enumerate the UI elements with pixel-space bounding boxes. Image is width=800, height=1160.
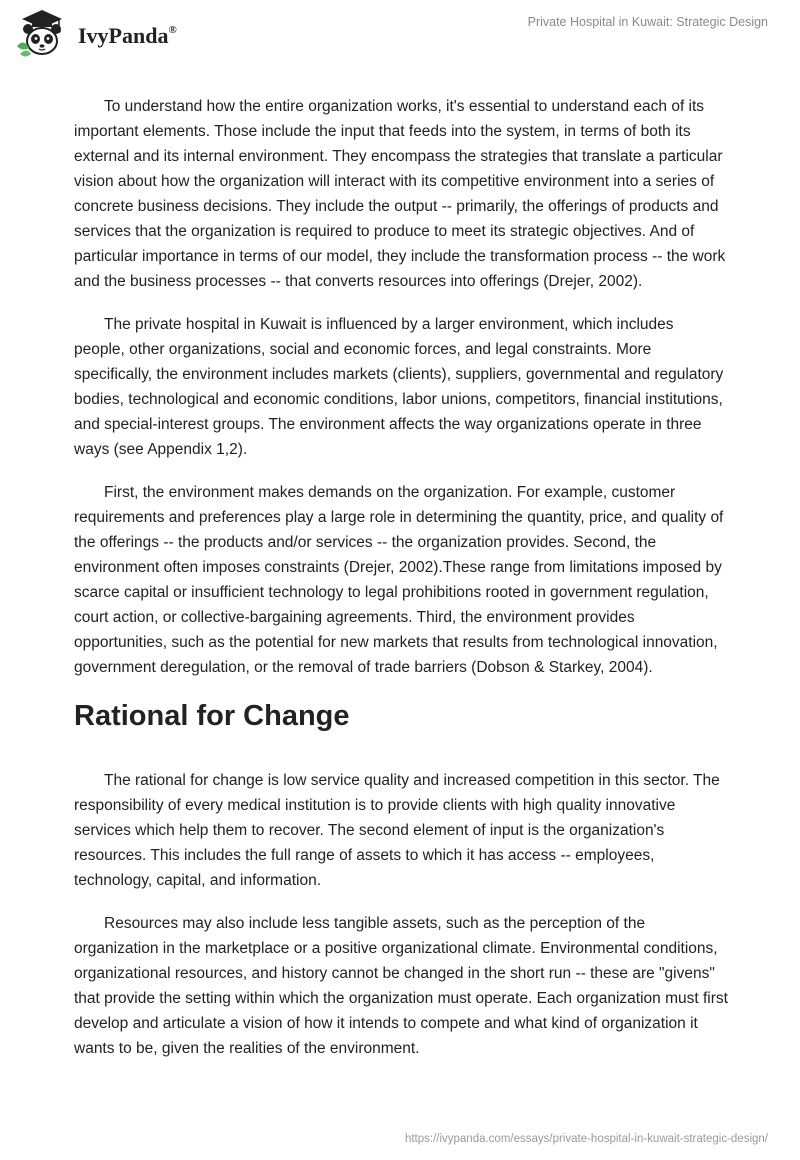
panda-graduate-icon [14, 8, 70, 58]
essay-content [74, 94, 728, 1079]
paragraph: The rational for change is low service quality and increased competition in this sector. The responsibility of every medical institution is to provide clients with high quality innovative services which help them to recover. The second element of input is the organization's resources. This includes the full range of assets to which it has access -- employees, technology, capital, and information. [74, 772, 720, 889]
document-title: Private Hospital in Kuwait: Strategic Design [527, 15, 768, 29]
ivypanda-logo[interactable] [14, 8, 189, 56]
paragraph: Resources may also include less tangible assets, such as the perception of the organization in the marketplace or a positive organizational climate. Environmental conditions, organizational resources, and history cannot be changed in the short run -- these are "givens" that provide the setting within which the organization must operate. Each organization must first develop and articulate a vision of how it intends to compete and what kind of organization it wants to be, given the realities of the environment. [74, 915, 728, 1057]
brand-wordmark [78, 23, 177, 49]
page-header [0, 0, 800, 60]
paragraph: First, the environment makes demands on the organization. For example, customer requirements and preferences play a large role in determining the quantity, price, and quality of the offerings -- the products and/or services -- the organization provides. Second, the environment often imposes constraints (Drejer, 2002).These range from limitations imposed by scarce capital or insufficient technology to legal prohibitions rooted in government regulation, court action, or collective-bargaining agreements. Third, the environment provides opportunities, such as the potential for new markets that results from technological innovation, government deregulation, or the removal of trade barriers (Dobson & Starkey, 2004). [74, 484, 724, 676]
section-heading: Rational for Change [74, 700, 350, 732]
brand-name: IvyPanda [78, 23, 169, 48]
paragraph: The private hospital in Kuwait is influenced by a larger environment, which includes people, other organizations, social and economic forces, and legal constraints. More specifically, the environment includes markets (clients), suppliers, governmental and regulatory bodies, technological and economic conditions, labor unions, competitors, financial institutions, and special-interest groups. The environment affects the way organizations operate in three ways (see Appendix 1,2). [74, 316, 724, 458]
source-url[interactable]: https://ivypanda.com/essays/private-hospital-in-kuwait-strategic-design/ [404, 1133, 768, 1145]
paragraph: To understand how the entire organization works, it's essential to understand each of its important elements. Those include the input that feeds into the system, in terms of both its external and its internal environment. They encompass the strategies that translate a particular vision about how the organization will interact with its competitive environment into a series of concrete business decisions. They include the output -- primarily, the offerings of products and services that the organization is required to produce to meet its strategic objectives. And of particular importance in terms of our model, they include the transformation process -- the work and the business processes -- that converts resources into offerings (Drejer, 2002). [74, 98, 726, 290]
registered-mark: ® [168, 23, 177, 36]
